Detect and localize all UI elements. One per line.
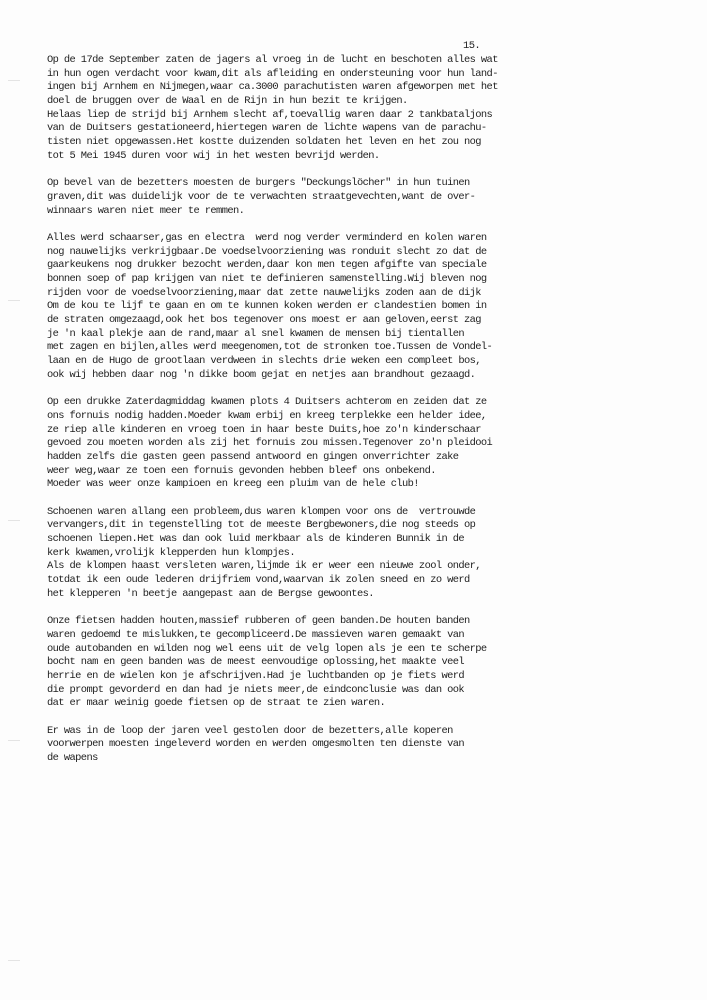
text-line: doel de bruggen over de Waal en de Rijn in hun bezit te krijgen. [47,95,408,108]
text-line: ingen bij Arnhem en Nijmegen,waar ca.3000 parachutisten waren afgeworpen met het [47,81,498,94]
margin-mark [8,740,20,741]
blank-line [47,164,517,178]
text-line: ons fornuis nodig hadden.Moeder kwam erbij en kreeg terplekke een helder idee, [47,409,487,422]
text-line: herrie en de wielen kon je afschrijven.Had je luchtbanden op je fiets werd [47,669,465,682]
text-line: je 'n kaal plekje aan de rand,maar al snel kwamen de mensen bij tientallen [47,327,465,340]
text-line: gevoed zou moeten worden als zij het fornuis zou missen.Tegenover zo'n pleidooi [47,437,493,450]
text-line: nog nauwelijks verkrijgbaar.De voedselvoorziening was ronduit slecht zo dat de [47,245,487,258]
text-line: Onze fietsen hadden houten,massief rubberen of geen banden.De houten banden [47,615,470,628]
text-line: bocht nam en geen banden was de meest eenvoudige oplossing,het maakte veel [47,656,465,669]
text-line: Moeder was weer onze kampioen en kreeg een pluim van de hele club! [47,478,419,491]
text-line: in hun ogen verdacht voor kwam,dit als afleiding en ondersteuning voor hun land- [47,67,498,80]
text-line: Op bevel van de bezetters moesten de burgers "Deckungslöcher" in hun tuinen [47,177,470,190]
text-line: de straten omgezaagd,ook het bos tegenover ons moest er aan geloven,eerst zag [47,314,481,327]
text-line: waren gedoemd te mislukken,te gecompliceerd.De massieven waren gemaakt van [47,628,465,641]
text-line: tot 5 Mei 1945 duren voor wij in het westen bevrijd werden. [47,149,380,162]
page-number: 15. [463,40,481,52]
text-line: gaarkeukens nog drukker bezocht werden,daar kon men tegen afgifte van speciale [47,259,487,272]
text-line: vervangers,dit in tegenstelling tot de meeste Bergbewoners,die nog steeds op [47,519,476,532]
text-line: kerk kwamen,vrolijk klepperden hun klompjes. [47,546,295,559]
blank-line [47,492,517,506]
text-line: tisten niet opgewassen.Het kostte duizenden soldaten het leven en het zou nog [47,136,481,149]
blank-line [47,602,517,616]
text-line: Er was in de loop der jaren veel gestolen door de bezetters,alle koperen [47,724,453,737]
document-body [47,54,517,766]
text-line: met zagen en bijlen,alles werd meegenomen,tot de stronken toe.Tussen de Vondel- [47,341,493,354]
text-line: voorwerpen moesten ingeleverd worden en werden omgesmolten ten dienste van [47,738,465,751]
text-line: hadden zelfs die gasten geen passend antwoord en gingen onverrichter zake [47,450,459,463]
text-line: ook wij hebben daar nog 'n dikke boom gejat en netjes aan brandhout gezaagd. [47,368,476,381]
blank-line [47,711,517,725]
margin-mark [8,520,20,521]
text-line: Op de 17de September zaten de jagers al vroeg in de lucht en beschoten alles wat [47,54,498,66]
text-line: weer weg,waar ze toen een fornuis gevonden hebben bleef ons onbekend. [47,464,436,477]
text-line: ze riep alle kinderen en vroeg toen in haar beste Duits,hoe zo'n kinderschaar [47,423,481,436]
text-line: Alles werd schaarser,gas en electra werd nog verder verminderd en kolen waren [47,231,487,244]
text-line: graven,dit was duidelijk voor de te verwachten straatgevechten,want de over- [47,190,476,203]
blank-line [47,383,517,397]
text-line: die prompt gevorderd en dan had je niets meer,de eindconclusie was dan ook [47,683,465,696]
text-line: Om de kou te lijf te gaan en om te kunnen koken werden er clandestien bomen in [47,300,487,313]
text-line: laan en de Hugo de grootlaan verdween in slechts drie weken een compleet bos, [47,355,481,368]
text-line: totdat ik een oude lederen drijfriem vond,waarvan ik zolen sneed en zo werd [47,574,470,587]
margin-mark [8,300,20,301]
text-line: van de Duitsers gestationeerd,hiertegen waren de lichte wapens van de parachu- [47,122,487,135]
margin-mark [8,80,20,81]
text-line: rijden voor de voedselvoorziening,maar dat zette nauwelijks zoden aan de dijk [47,286,481,299]
text-line: dat er maar weinig goede fietsen op de straat te zien waren. [47,697,386,710]
text-line: Schoenen waren allang een probleem,dus waren klompen voor ons de vertrouwde [47,505,476,518]
text-line: Helaas liep de strijd bij Arnhem slecht af,toevallig waren daar 2 tankbataljons [47,108,493,121]
margin-mark [8,960,20,961]
text-line: bonnen soep of pap krijgen van niet te definieren samenstelling.Wij bleven nog [47,273,487,285]
text-line: Als de klompen haast versleten waren,lijmde ik er weer een nieuwe zool onder, [47,560,481,573]
text-line: de wapens [47,752,98,765]
text-line: oude autobanden en wilden nog wel eens uit de velg lopen als je een te scherpe [47,642,487,655]
text-line: het klepperen 'n beetje aangepast aan de Bergse gewoontes. [47,587,374,600]
text-line: winnaars waren niet meer te remmen. [47,204,245,217]
text-line: schoenen liepen.Het was dan ook luid merkbaar als de kinderen Bunnik in de [47,533,465,546]
blank-line [47,218,517,232]
text-line: Op een drukke Zaterdagmiddag kwamen plots 4 Duitsers achterom en zeiden dat ze [47,396,487,409]
